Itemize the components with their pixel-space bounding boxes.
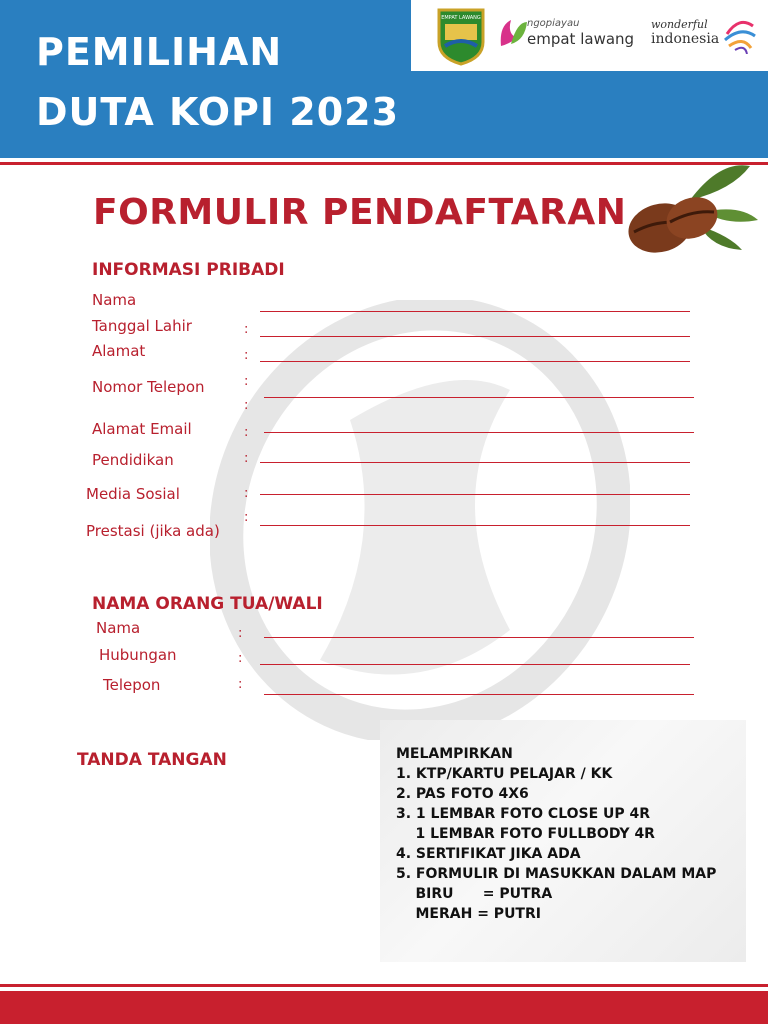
footer-band xyxy=(0,991,768,1024)
regency-emblem-icon xyxy=(435,6,487,66)
wi-small: wonderful xyxy=(651,18,708,31)
regency-emblem-text: EMPAT LAWANG xyxy=(441,15,481,21)
colon: : xyxy=(238,677,243,692)
attachment-item: 1 LEMBAR FOTO FULLBODY 4R xyxy=(396,826,655,842)
colon: : xyxy=(244,348,249,363)
attachment-item: 3. 1 LEMBAR FOTO CLOSE UP 4R xyxy=(396,806,651,822)
parent-info-heading: NAMA ORANG TUA/WALI xyxy=(92,594,323,614)
event-title-line2: DUTA KOPI 2023 xyxy=(36,90,400,134)
colon: : xyxy=(244,322,249,337)
colon: : xyxy=(244,451,249,466)
field-label-achievements: Prestasi (jika ada) xyxy=(86,522,220,540)
colon: : xyxy=(244,398,249,413)
attachment-item: 5. FORMULIR DI MASUKKAN DALAM MAP xyxy=(396,866,717,882)
address-input-line[interactable] xyxy=(260,361,690,362)
field-label-email: Alamat Email xyxy=(92,420,192,438)
logo-strip xyxy=(411,0,768,71)
achievements-input-line[interactable] xyxy=(260,525,690,526)
attachment-item: 1. KTP/KARTU PELAJAR / KK xyxy=(396,766,613,782)
colon: : xyxy=(238,626,243,641)
footer-red-rule xyxy=(0,984,768,987)
field-label-education: Pendidikan xyxy=(92,451,174,469)
leaf-swirl-icon xyxy=(497,16,527,52)
signature-heading: TANDA TANGAN xyxy=(77,750,227,770)
social-media-input-line[interactable] xyxy=(260,494,690,495)
field-label-birthdate: Tanggal Lahir xyxy=(92,317,192,335)
field-label-phone: Nomor Telepon xyxy=(92,378,205,396)
colon: : xyxy=(244,425,249,440)
tourism-tagline: ngopiayau xyxy=(527,18,580,29)
attachment-item: 4. SERTIFIKAT JIKA ADA xyxy=(396,846,581,862)
parent-phone-input-line[interactable] xyxy=(264,694,694,695)
field-label-name: Nama xyxy=(92,291,137,309)
coffee-bean-watermark xyxy=(210,300,630,740)
attachment-item: BIRU = PUTRA xyxy=(396,886,553,902)
colon: : xyxy=(244,486,249,501)
attachment-item: MERAH = PUTRI xyxy=(396,906,541,922)
name-input-line[interactable] xyxy=(260,311,690,312)
garuda-swirl-icon xyxy=(721,14,757,54)
form-title: FORMULIR PENDAFTARAN xyxy=(93,192,627,233)
education-input-line[interactable] xyxy=(260,462,690,463)
field-label-address: Alamat xyxy=(92,342,146,360)
colon: : xyxy=(244,374,249,389)
wi-large: indonesia xyxy=(651,31,720,47)
birthdate-input-line[interactable] xyxy=(260,336,690,337)
field-label-parent-phone: Telepon xyxy=(103,676,161,694)
attachments-heading: MELAMPIRKAN xyxy=(396,746,513,762)
field-label-relationship: Hubungan xyxy=(99,646,177,664)
relationship-input-line[interactable] xyxy=(260,664,690,665)
phone-input-line[interactable] xyxy=(264,397,694,398)
colon: : xyxy=(238,651,243,666)
tourism-name: empat lawang xyxy=(527,30,635,48)
event-title-line1: PEMILIHAN xyxy=(36,30,283,74)
email-input-line[interactable] xyxy=(264,432,694,433)
parent-name-input-line[interactable] xyxy=(264,637,694,638)
colon: : xyxy=(244,510,249,525)
field-label-social-media: Media Sosial xyxy=(86,485,180,503)
coffee-bean-icon xyxy=(620,160,760,260)
attachment-item: 2. PAS FOTO 4X6 xyxy=(396,786,529,802)
field-label-parent-name: Nama xyxy=(96,619,141,637)
personal-info-heading: INFORMASI PRIBADI xyxy=(92,260,285,280)
